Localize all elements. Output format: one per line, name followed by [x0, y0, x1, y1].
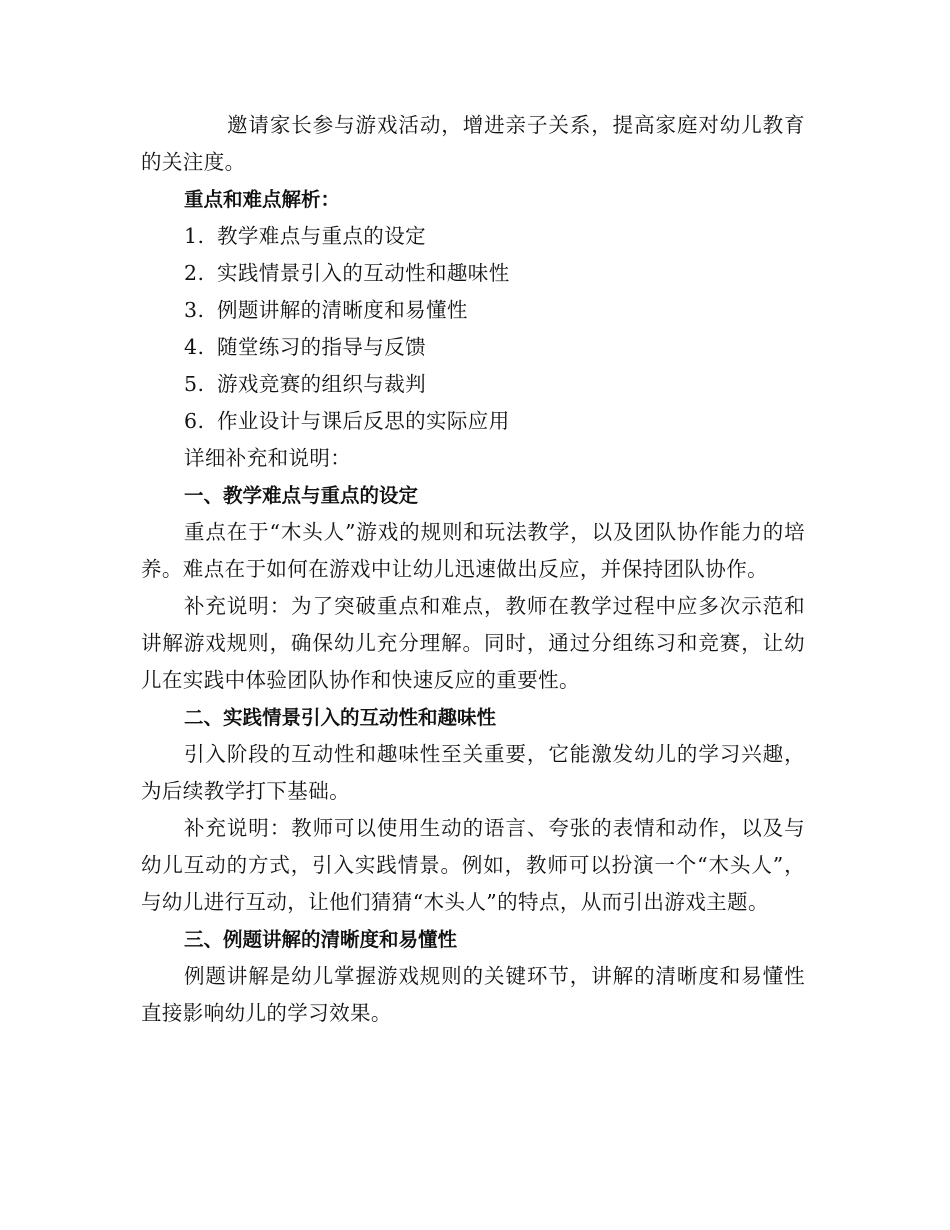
list-item-number: 2. — [184, 261, 205, 285]
list-item-text: 作业设计与课后反思的实际应用 — [217, 409, 510, 433]
list-item-number: 1. — [184, 224, 205, 248]
list-item-text: 教学难点与重点的设定 — [217, 224, 426, 248]
section-2-supplement: 补充说明：教师可以使用生动的语言、夸张的表情和动作，以及与幼儿互动的方式，引入实践情景。例如，教师可以扮演一个“木头人”，与幼儿进行互动，让他们猜猜“木头人”的特点，从而引出游戏主题。 — [141, 816, 805, 914]
section-2-paragraph: 引入阶段的互动性和趣味性至关重要，它能激发幼儿的学习兴趣，为后续教学打下基础。 — [141, 742, 805, 803]
list-item-number: 6. — [184, 409, 205, 433]
section-3-heading: 三、例题讲解的清晰度和易懂性 — [184, 928, 458, 951]
document-body — [141, 107, 805, 1032]
key-points-list — [141, 218, 805, 440]
list-item — [141, 255, 805, 292]
section-2-heading: 二、实践情景引入的互动性和趣味性 — [184, 706, 497, 729]
list-item — [141, 366, 805, 403]
list-item-number: 4. — [184, 335, 205, 359]
list-item-text: 实践情景引入的互动性和趣味性 — [217, 261, 510, 285]
list-item — [141, 292, 805, 329]
section-3-paragraph: 例题讲解是幼儿掌握游戏规则的关键环节，讲解的清晰度和易懂性直接影响幼儿的学习效果。 — [141, 964, 805, 1025]
list-item-text: 例题讲解的清晰度和易懂性 — [217, 298, 468, 322]
section-1-heading: 一、教学难点与重点的设定 — [184, 484, 419, 507]
section-1-paragraph: 重点在于“木头人”游戏的规则和玩法教学，以及团队协作能力的培养。难点在于如何在游戏中让幼儿迅速做出反应，并保持团队协作。 — [141, 520, 805, 581]
list-item — [141, 329, 805, 366]
list-item — [141, 403, 805, 440]
list-item-text: 游戏竞赛的组织与裁判 — [217, 372, 426, 396]
list-item-number: 5. — [184, 372, 205, 396]
list-item — [141, 218, 805, 255]
intro-paragraph: 邀请家长参与游戏活动，增进亲子关系，提高家庭对幼儿教育的关注度。 — [141, 113, 805, 174]
list-item-number: 3. — [184, 298, 205, 322]
details-label: 详细补充和说明： — [184, 446, 352, 470]
list-item-text: 随堂练习的指导与反馈 — [217, 335, 426, 359]
key-points-heading: 重点和难点解析： — [184, 188, 341, 211]
section-1-supplement: 补充说明：为了突破重点和难点，教师在教学过程中应多次示范和讲解游戏规则，确保幼儿充分理解。同时，通过分组练习和竞赛，让幼儿在实践中体验团队协作和快速反应的重要性。 — [141, 594, 805, 692]
